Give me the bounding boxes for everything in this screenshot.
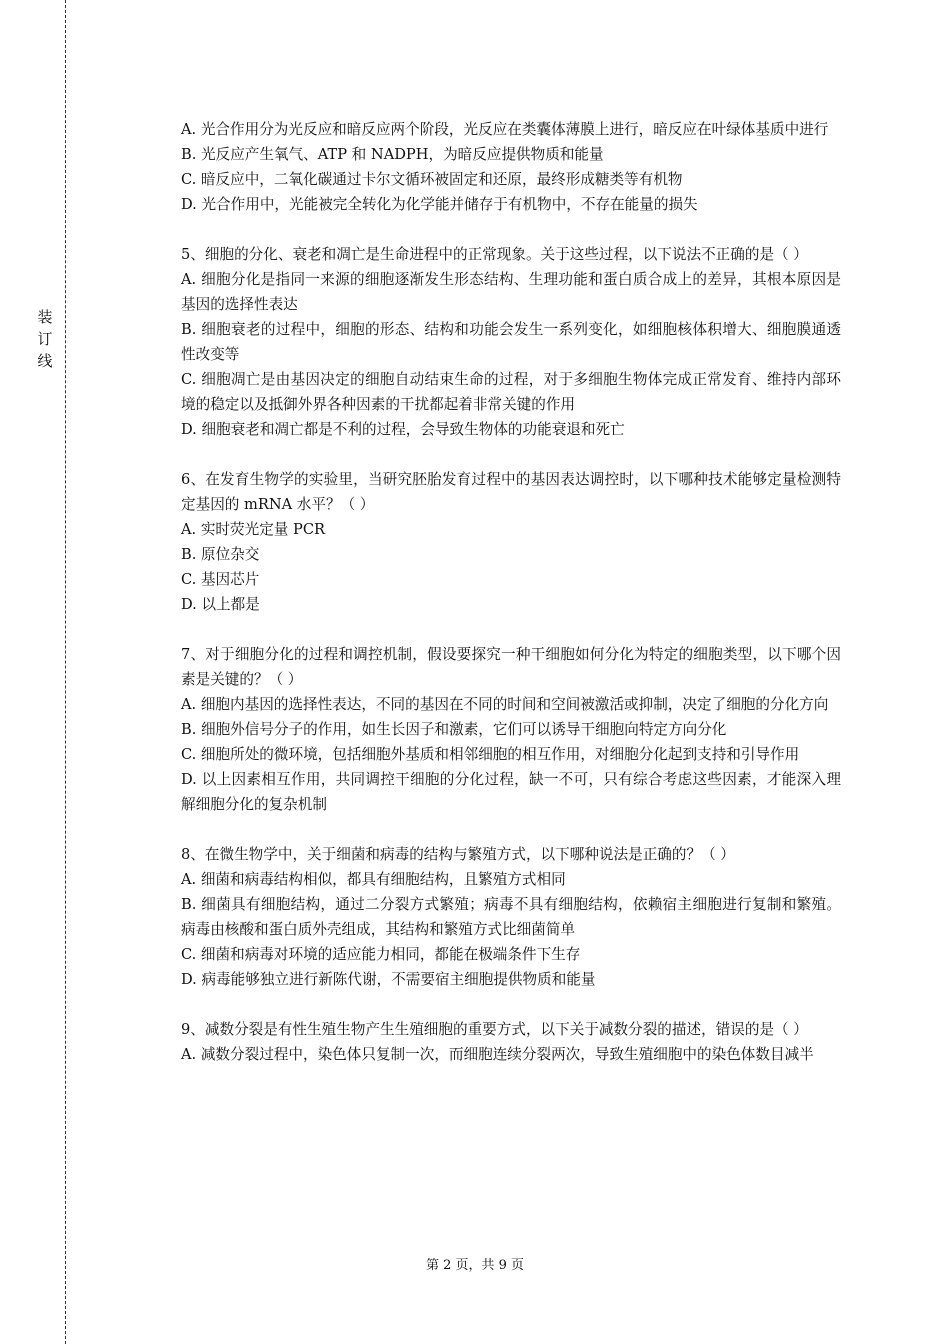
binding-line (65, 0, 66, 1344)
option-b: B. 细菌具有细胞结构，通过二分裂方式繁殖；病毒不具有细胞结构，依赖宿主细胞进行复制和繁殖。病毒由核酸和蛋白质外壳组成，其结构和繁殖方式比细菌简单 (181, 896, 841, 938)
option-b: B. 细胞衰老的过程中，细胞的形态、结构和功能会发生一系列变化，如细胞核体积增大、细胞膜通透性改变等 (181, 321, 841, 363)
question-stem: 8、在微生物学中，关于细菌和病毒的结构与繁殖方式，以下哪种说法是正确的？（ ） (181, 846, 735, 863)
option-c: C. 细胞凋亡是由基因决定的细胞自动结束生命的过程，对于多细胞生物体完成正常发育、维持内部环境的稳定以及抵御外界各种因素的干扰都起着非常关键的作用 (181, 371, 841, 413)
question-7 (181, 642, 841, 817)
question-stem: 9、减数分裂是有性生殖生物产生生殖细胞的重要方式，以下关于减数分裂的描述，错误的是（ ） (181, 1021, 808, 1038)
question-6 (181, 467, 841, 617)
option-c: C. 暗反应中，二氧化碳通过卡尔文循环被固定和还原，最终形成糖类等有机物 (181, 171, 683, 188)
option-b: B. 光反应产生氧气、ATP 和 NADPH，为暗反应提供物质和能量 (181, 146, 604, 163)
question-5 (181, 242, 841, 442)
option-a: A. 减数分裂过程中，染色体只复制一次，而细胞连续分裂两次，导致生殖细胞中的染色体数目减半 (181, 1046, 814, 1063)
option-b: B. 细胞外信号分子的作用，如生长因子和激素，它们可以诱导干细胞向特定方向分化 (181, 721, 727, 738)
question-stem: 5、细胞的分化、衰老和凋亡是生命进程中的正常现象。关于这些过程，以下说法不正确的是（ ） (181, 246, 808, 263)
option-d: D. 病毒能够独立进行新陈代谢，不需要宿主细胞提供物质和能量 (181, 971, 596, 988)
option-a: A. 光合作用分为光反应和暗反应两个阶段，光反应在类囊体薄膜上进行，暗反应在叶绿体基质中进行 (181, 121, 829, 138)
option-a: A. 细菌和病毒结构相似，都具有细胞结构，且繁殖方式相同 (181, 871, 566, 888)
option-a: A. 实时荧光定量 PCR (181, 521, 325, 538)
option-d: D. 光合作用中，光能被完全转化为化学能并储存于有机物中，不存在能量的损失 (181, 196, 698, 213)
binding-char: 订 (37, 330, 53, 348)
option-d: D. 以上都是 (181, 596, 260, 613)
binding-char: 线 (37, 352, 53, 370)
question-4-continued (181, 117, 841, 217)
option-b: B. 原位杂交 (181, 546, 260, 563)
binding-char: 装 (37, 308, 53, 326)
page-number: 第 2 页，共 9 页 (425, 1258, 525, 1273)
option-a: A. 细胞内基因的选择性表达，不同的基因在不同的时间和空间被激活或抑制，决定了细胞的分化方向 (181, 696, 829, 713)
option-c: C. 基因芯片 (181, 571, 260, 588)
question-list (181, 117, 841, 1092)
question-8 (181, 842, 841, 992)
option-c: C. 细菌和病毒对环境的适应能力相同，都能在极端条件下生存 (181, 946, 581, 963)
question-stem: 6、在发育生物学的实验里，当研究胚胎发育过程中的基因表达调控时，以下哪种技术能够定量检测特定基因的 mRNA 水平？（ ） (181, 471, 841, 513)
option-d: D. 以上因素相互作用，共同调控干细胞的分化过程，缺一不可，只有综合考虑这些因素，才能深入理解细胞分化的复杂机制 (181, 771, 841, 813)
binding-label (34, 300, 56, 378)
question-stem: 7、对于细胞分化的过程和调控机制，假设要探究一种干细胞如何分化为特定的细胞类型，以下哪个因素是关键的？（ ） (181, 646, 841, 688)
option-a: A. 细胞分化是指同一来源的细胞逐渐发生形态结构、生理功能和蛋白质合成上的差异，其根本原因是基因的选择性表达 (181, 271, 841, 313)
option-c: C. 细胞所处的微环境，包括细胞外基质和相邻细胞的相互作用，对细胞分化起到支持和引导作用 (181, 746, 800, 763)
question-9 (181, 1017, 841, 1067)
option-d: D. 细胞衰老和凋亡都是不利的过程，会导致生物体的功能衰退和死亡 (181, 421, 625, 438)
